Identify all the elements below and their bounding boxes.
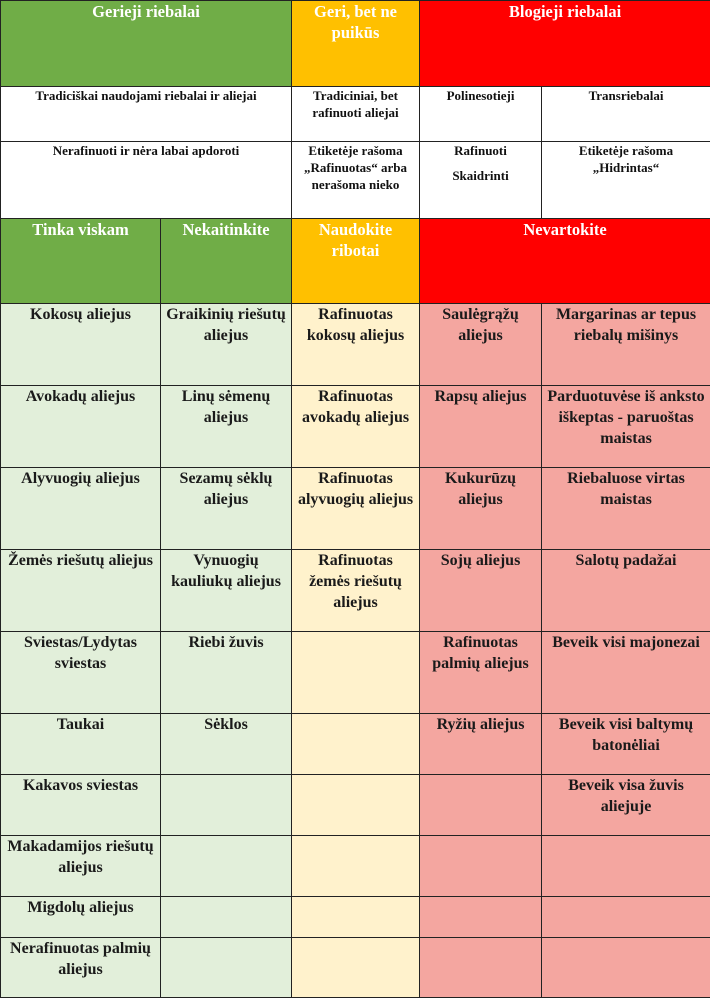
trans-fats-cell: [542, 938, 710, 998]
table-row: [1, 938, 710, 998]
description-row-1: [1, 87, 710, 142]
usage-header-row: [1, 219, 710, 304]
table-row: [1, 714, 710, 775]
do-not-heat-cell: Graikinių riešutų aliejus: [161, 304, 292, 386]
bad-fats-header: Blogieji riebalai: [420, 1, 710, 87]
use-limited-header: Naudokite ribotai: [292, 219, 420, 304]
use-for-all-cell: Avokadų aliejus: [1, 386, 161, 468]
do-not-heat-cell: [161, 775, 292, 836]
polyunsaturated-cell: Rafinuotas palmių aliejus: [420, 632, 542, 714]
trans-fats-cell: Beveik visi baltymų batonėliai: [542, 714, 710, 775]
polyunsaturated-cell: Ryžių aliejus: [420, 714, 542, 775]
table-row: [1, 386, 710, 468]
ok-fats-description: Tradiciniai, bet rafinuoti aliejai: [292, 87, 420, 142]
do-not-heat-cell: Vynuogių kauliukų aliejus: [161, 550, 292, 632]
trans-fats-cell: [542, 897, 710, 938]
polyunsaturated-cell: [420, 775, 542, 836]
good-fats-processing: Nerafinuoti ir nėra labai apdoroti: [1, 142, 292, 219]
do-not-heat-cell: [161, 897, 292, 938]
good-fats-header: Gerieji riebalai: [1, 1, 292, 87]
table-row: [1, 550, 710, 632]
ok-fats-header: Geri, bet ne puikūs: [292, 1, 420, 87]
use-for-all-cell: Migdolų aliejus: [1, 897, 161, 938]
do-not-heat-cell: [161, 938, 292, 998]
use-limited-cell: [292, 938, 420, 998]
polyunsaturated-cell: [420, 836, 542, 897]
use-limited-cell: [292, 836, 420, 897]
table-row: [1, 836, 710, 897]
use-limited-cell: [292, 632, 420, 714]
category-header-row: [1, 1, 710, 87]
trans-fats-cell: [542, 836, 710, 897]
table-row: [1, 775, 710, 836]
trans-fats-cell: Margarinas ar tepus riebalų mišinys: [542, 304, 710, 386]
use-limited-cell: [292, 775, 420, 836]
use-for-all-cell: Kakavos sviestas: [1, 775, 161, 836]
do-not-heat-cell: Sėklos: [161, 714, 292, 775]
table-row: [1, 304, 710, 386]
clarified-label: Skaidrinti: [452, 168, 509, 183]
avoid-header: Nevartokite: [420, 219, 710, 304]
trans-fats-cell: Riebaluose virtas maistas: [542, 468, 710, 550]
use-for-all-cell: Žemės riešutų aliejus: [1, 550, 161, 632]
polyunsaturated-cell: [420, 938, 542, 998]
do-not-heat-cell: Riebi žuvis: [161, 632, 292, 714]
good-fats-description: Tradiciškai naudojami riebalai ir aliejai: [1, 87, 292, 142]
ok-fats-label-note: Etiketėje rašoma „Rafinuotas“ arba nerašoma nieko: [292, 142, 420, 219]
description-row-2: [1, 142, 710, 219]
use-limited-cell: Rafinuotas alyvuogių aliejus: [292, 468, 420, 550]
use-for-all-cell: Kokosų aliejus: [1, 304, 161, 386]
use-for-all-header: Tinka viskam: [1, 219, 161, 304]
do-not-heat-header: Nekaitinkite: [161, 219, 292, 304]
polyunsaturated-processing: [420, 142, 542, 219]
do-not-heat-cell: Sezamų sėklų aliejus: [161, 468, 292, 550]
trans-fats-label-note: Etiketėje rašoma „Hidrintas“: [542, 142, 710, 219]
refined-label: Rafinuoti: [454, 143, 507, 158]
use-for-all-cell: Alyvuogių aliejus: [1, 468, 161, 550]
polyunsaturated-cell: Kukurūzų aliejus: [420, 468, 542, 550]
polyunsaturated-cell: [420, 897, 542, 938]
use-limited-cell: Rafinuotas žemės riešutų aliejus: [292, 550, 420, 632]
table-row: [1, 632, 710, 714]
trans-fats-cell: Salotų padažai: [542, 550, 710, 632]
use-limited-cell: Rafinuotas avokadų aliejus: [292, 386, 420, 468]
polyunsaturated-cell: Rapsų aliejus: [420, 386, 542, 468]
use-for-all-cell: Sviestas/Lydytas sviestas: [1, 632, 161, 714]
use-for-all-cell: Taukai: [1, 714, 161, 775]
do-not-heat-cell: [161, 836, 292, 897]
use-limited-cell: [292, 714, 420, 775]
trans-fats-cell: Beveik visi majonezai: [542, 632, 710, 714]
use-for-all-cell: Nerafinuotas palmių aliejus: [1, 938, 161, 998]
trans-fats-cell: Beveik visa žuvis aliejuje: [542, 775, 710, 836]
polyunsaturated-label: Polinesotieji: [420, 87, 542, 142]
do-not-heat-cell: Linų sėmenų aliejus: [161, 386, 292, 468]
polyunsaturated-cell: Sojų aliejus: [420, 550, 542, 632]
polyunsaturated-cell: Saulėgrąžų aliejus: [420, 304, 542, 386]
table-row: [1, 897, 710, 938]
trans-fats-cell: Parduotuvėse iš anksto iškeptas - paruoštas maistas: [542, 386, 710, 468]
trans-fats-label: Transriebalai: [542, 87, 710, 142]
table-row: [1, 468, 710, 550]
use-limited-cell: [292, 897, 420, 938]
use-for-all-cell: Makadamijos riešutų aliejus: [1, 836, 161, 897]
use-limited-cell: Rafinuotas kokosų aliejus: [292, 304, 420, 386]
